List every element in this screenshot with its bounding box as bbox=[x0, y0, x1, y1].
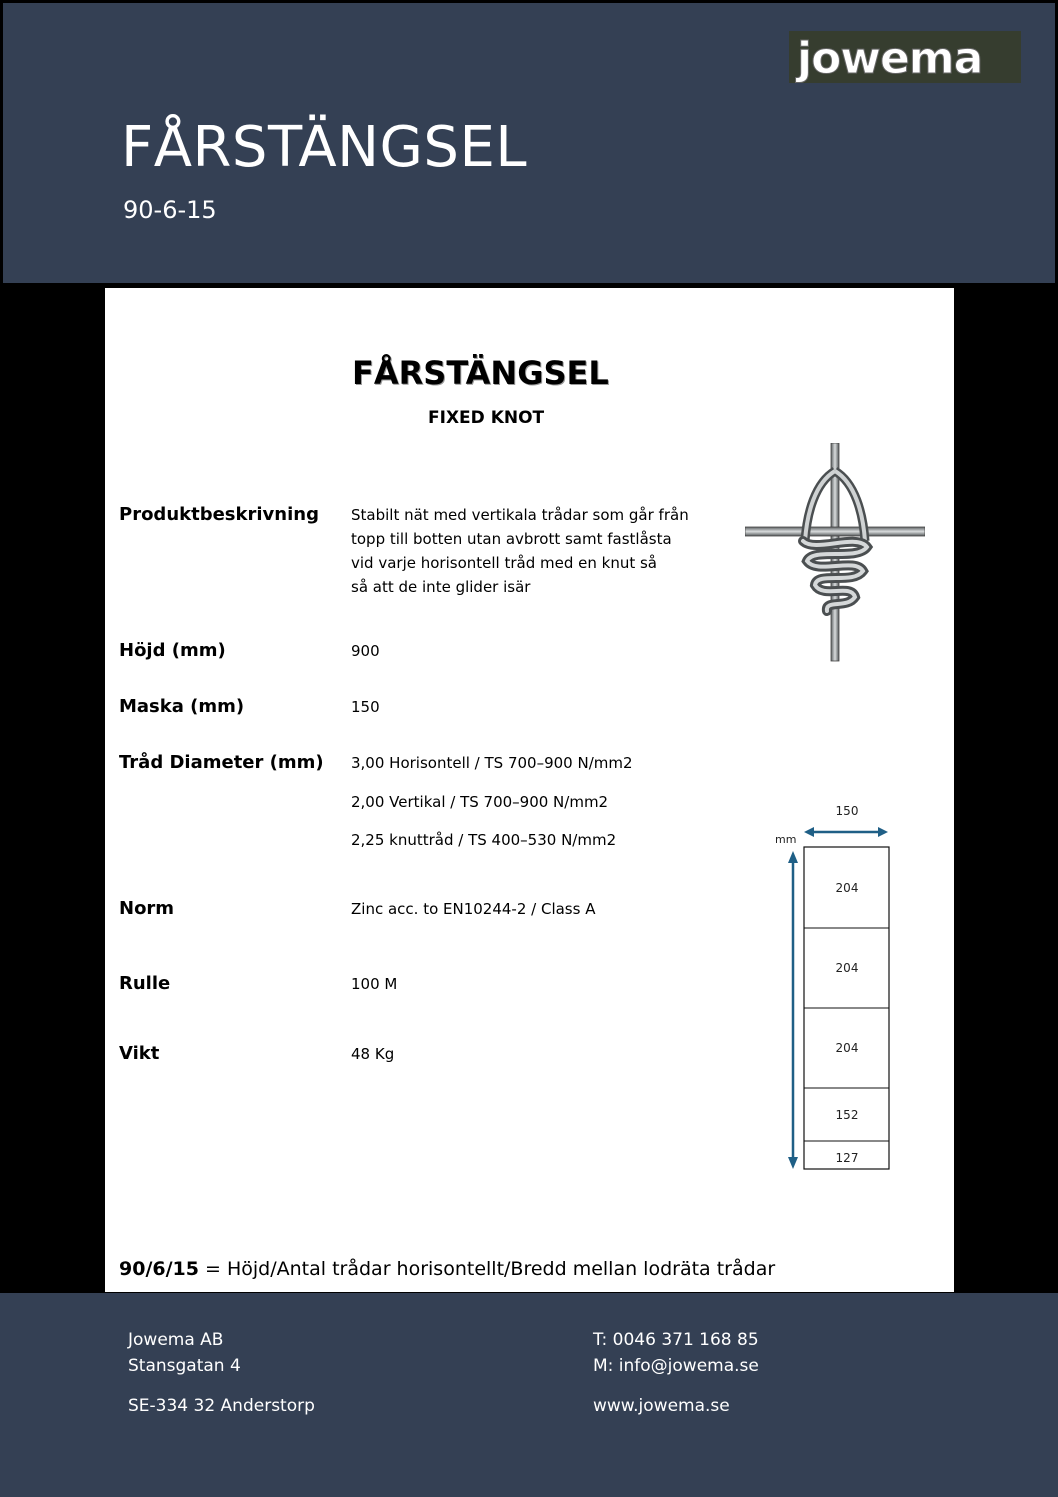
label-description: Produktbeskrivning bbox=[119, 504, 319, 525]
footer-phone: T: 0046 371 168 85 bbox=[593, 1330, 759, 1350]
value-mesh: 150 bbox=[351, 698, 380, 716]
arrow-head-top bbox=[788, 851, 798, 863]
label-wire-diameter: Tråd Diameter (mm) bbox=[119, 752, 324, 773]
arrow-head-right bbox=[878, 827, 888, 837]
spacing-label: 204 bbox=[835, 1041, 859, 1055]
product-title: FÅRSTÄNGSEL bbox=[352, 354, 609, 392]
product-sheet bbox=[105, 288, 954, 1292]
header-banner bbox=[3, 3, 1055, 283]
footnote-text: = Höjd/Antal trådar horisontellt/Bredd mellan lodräta trådar bbox=[198, 1258, 776, 1280]
code-explanation bbox=[119, 1258, 775, 1280]
description-line: vid varje horisontell tråd med en knut så bbox=[351, 554, 657, 572]
spacing-label: 204 bbox=[835, 961, 859, 975]
footer-company: Jowema AB bbox=[128, 1330, 224, 1350]
footer-website[interactable]: www.jowema.se bbox=[593, 1396, 730, 1416]
spacing-label: 204 bbox=[835, 881, 859, 895]
footnote-code: 90/6/15 bbox=[119, 1258, 199, 1280]
mesh-dimension-diagram bbox=[770, 793, 910, 1183]
value-wire-vertical: 2,00 Vertikal / TS 700–900 N/mm2 bbox=[351, 793, 609, 811]
label-mesh: Maska (mm) bbox=[119, 696, 245, 717]
arrow-head-left bbox=[804, 827, 814, 837]
unit-label: mm bbox=[775, 833, 797, 846]
product-subtitle: FIXED KNOT bbox=[428, 408, 545, 428]
description-line: så att de inte glider isär bbox=[351, 578, 531, 596]
value-weight: 48 Kg bbox=[351, 1045, 395, 1063]
footer-city: SE-334 32 Anderstorp bbox=[128, 1396, 315, 1416]
value-height: 900 bbox=[351, 642, 380, 660]
description-line: topp till botten utan avbrott samt fastlåsta bbox=[351, 530, 672, 548]
spacing-label: 127 bbox=[835, 1151, 859, 1165]
spacing-label: 152 bbox=[835, 1108, 859, 1122]
label-roll: Rulle bbox=[119, 973, 171, 994]
jowema-logo bbox=[789, 31, 1021, 83]
footer-street: Stansgatan 4 bbox=[128, 1356, 241, 1376]
width-label: 150 bbox=[835, 804, 859, 818]
value-norm: Zinc acc. to EN10244-2 / Class A bbox=[351, 900, 596, 918]
arrow-head-bottom bbox=[788, 1157, 798, 1169]
value-roll: 100 M bbox=[351, 975, 398, 993]
fixed-knot-image bbox=[745, 443, 925, 663]
header-product-code: 90-6-15 bbox=[123, 196, 217, 224]
value-description bbox=[351, 503, 689, 599]
logo-text: jowema bbox=[797, 33, 983, 83]
header-title: FÅRSTÄNGSEL bbox=[121, 115, 528, 180]
label-weight: Vikt bbox=[119, 1043, 160, 1064]
value-wire-horizontal: 3,00 Horisontell / TS 700–900 N/mm2 bbox=[351, 754, 633, 772]
label-norm: Norm bbox=[119, 898, 175, 919]
description-line: Stabilt nät med vertikala trådar som går från bbox=[351, 506, 689, 524]
label-height: Höjd (mm) bbox=[119, 640, 226, 661]
footer-email[interactable]: M: info@jowema.se bbox=[593, 1356, 759, 1376]
footer bbox=[0, 1293, 1058, 1497]
value-wire-knot: 2,25 knuttråd / TS 400–530 N/mm2 bbox=[351, 831, 617, 849]
